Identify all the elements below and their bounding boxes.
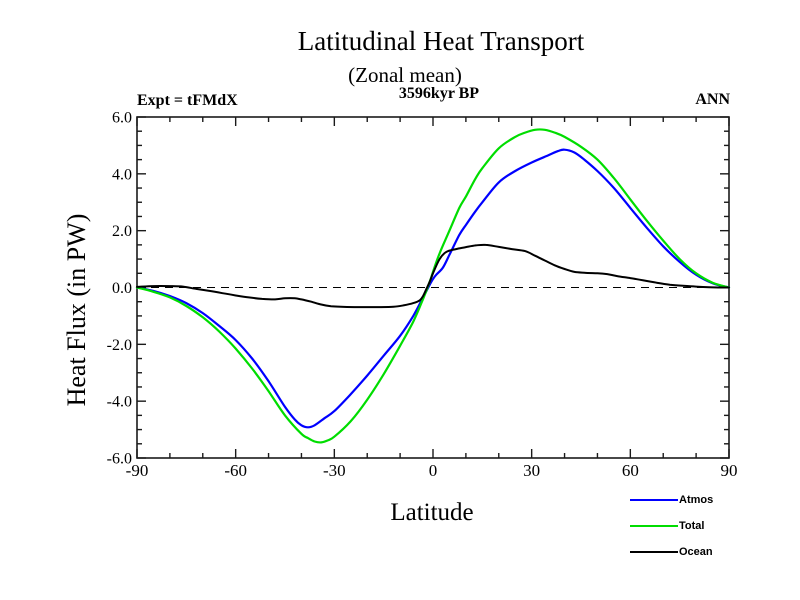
x-tick-label: 60	[621, 461, 639, 480]
legend-label-total: Total	[679, 519, 705, 532]
legend-item-ocean	[630, 539, 790, 565]
time-label: 3596kyr BP	[398, 85, 480, 102]
x-axis-title: Latitude	[390, 499, 474, 526]
x-tick-label: 90	[720, 461, 738, 480]
experiment-label: Expt = tFMdX	[137, 92, 238, 109]
y-tick-label: 2.0	[112, 223, 132, 241]
legend-line-atmos	[630, 499, 678, 501]
series-ocean	[137, 245, 729, 307]
series-total	[137, 129, 729, 442]
legend-label-ocean: Ocean	[679, 545, 713, 558]
legend-label-atmos: Atmos	[679, 493, 714, 506]
legend-item-total	[630, 513, 790, 539]
x-tick-label: -90	[125, 461, 149, 480]
y-tick-label: -2.0	[106, 336, 132, 354]
legend	[630, 487, 790, 565]
season-label: ANN	[695, 91, 730, 108]
chart-title: Latitudinal Heat Transport	[297, 26, 585, 56]
chart-subtitle: (Zonal mean)	[348, 63, 462, 87]
y-tick-label: -6.0	[106, 450, 132, 468]
y-tick-label: 0.0	[112, 280, 132, 297]
x-tick-label: 0	[428, 461, 438, 480]
legend-line-total	[630, 525, 678, 527]
y-tick-label: 4.0	[112, 166, 132, 184]
legend-item-atmos	[630, 487, 790, 513]
y-axis-title: Heat Flux (in PW)	[62, 213, 91, 407]
x-tick-label: -30	[322, 461, 346, 480]
y-tick-label: -4.0	[106, 393, 132, 411]
x-tick-label: 30	[523, 461, 541, 480]
series-atmos	[137, 150, 729, 428]
x-tick-label: -60	[224, 461, 248, 480]
y-tick-label: 6.0	[112, 109, 132, 127]
legend-line-ocean	[630, 551, 678, 553]
